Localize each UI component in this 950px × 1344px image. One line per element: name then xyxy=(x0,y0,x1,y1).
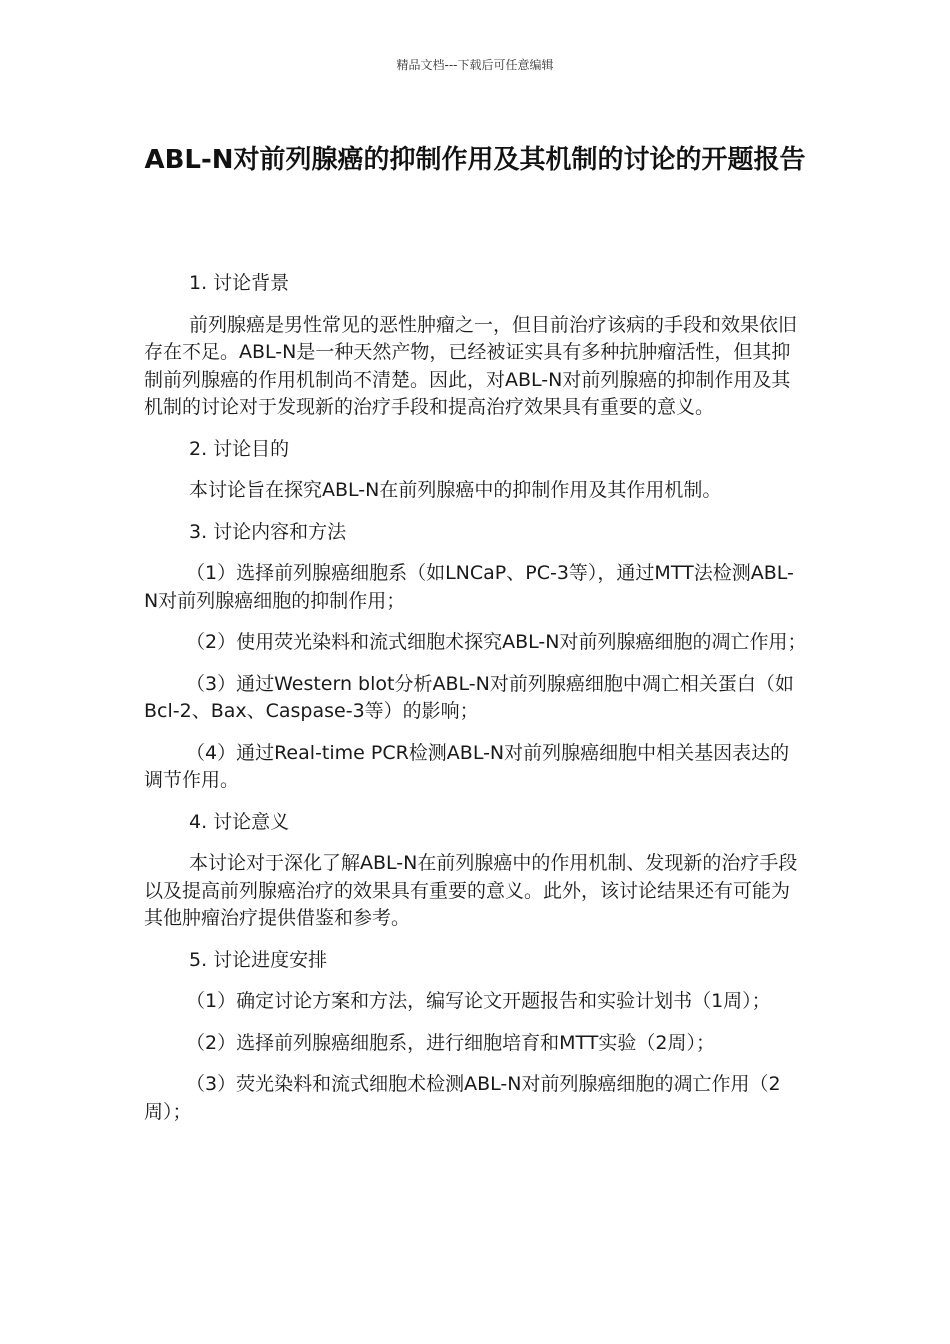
section-heading-schedule: 5. 讨论进度安排 xyxy=(189,948,328,971)
methods-item-4: （4）通过Real-time PCR检测ABL-N对前列腺癌细胞中相关基因表达的调节作用。 xyxy=(144,741,790,791)
methods-item-3: （3）通过Western blot分析ABL-N对前列腺癌细胞中凋亡相关蛋白（如Bcl-2、Bax、Caspase-3等）的影响； xyxy=(144,672,794,722)
section-heading-purpose: 2. 讨论目的 xyxy=(189,437,290,460)
schedule-item-1: （1）确定讨论方案和方法，编写论文开题报告和实验计划书（1周）； xyxy=(186,990,771,1012)
document-title: ABL-N对前列腺癌的抑制作用及其机制的讨论的开题报告 xyxy=(144,145,806,175)
section-paragraph-significance: 本讨论对于深化了解ABL-N在前列腺癌中的作用机制、发现新的治疗手段以及提高前列腺癌治疗的效果具有重要的意义。此外，该讨论结果还有可能为其他肿瘤治疗提供借鉴和参考。 xyxy=(144,852,798,929)
section-heading-methods: 3. 讨论内容和方法 xyxy=(189,520,347,543)
section-heading-significance: 4. 讨论意义 xyxy=(189,810,290,833)
section-heading-background: 1. 讨论背景 xyxy=(189,272,290,294)
schedule-item-3: （3）荧光染料和流式细胞术检测ABL-N对前列腺癌细胞的凋亡作用（2周）； xyxy=(144,1073,781,1123)
section-paragraph-background: 前列腺癌是男性常见的恶性肿瘤之一，但目前治疗该病的手段和效果依旧存在不足。ABL-N是一种天然产物，已经被证实具有多种抗肿瘤活性，但其抑制前列腺癌的作用机制尚不清楚。因此，对ABL-N对前列腺癌的抑制作用及其机制的讨论对于发现新的治疗手段和提高治疗效果具有重要的意义。 xyxy=(144,313,798,418)
schedule-item-2: （2）选择前列腺癌细胞系，进行细胞培育和MTT实验（2周）； xyxy=(186,1031,715,1054)
methods-item-1: （1）选择前列腺癌细胞系（如LNCaP、PC-3等），通过MTT法检测ABL-N对前列腺癌细胞的抑制作用； xyxy=(144,562,794,612)
document-body xyxy=(144,270,808,1140)
methods-item-2: （2）使用荧光染料和流式细胞术探究ABL-N对前列腺癌细胞的凋亡作用； xyxy=(186,631,807,653)
header-note: 精品文档---下载后可任意编辑 xyxy=(396,58,554,72)
section-paragraph-purpose: 本讨论旨在探究ABL-N在前列腺癌中的抑制作用及其作用机制。 xyxy=(189,479,722,501)
